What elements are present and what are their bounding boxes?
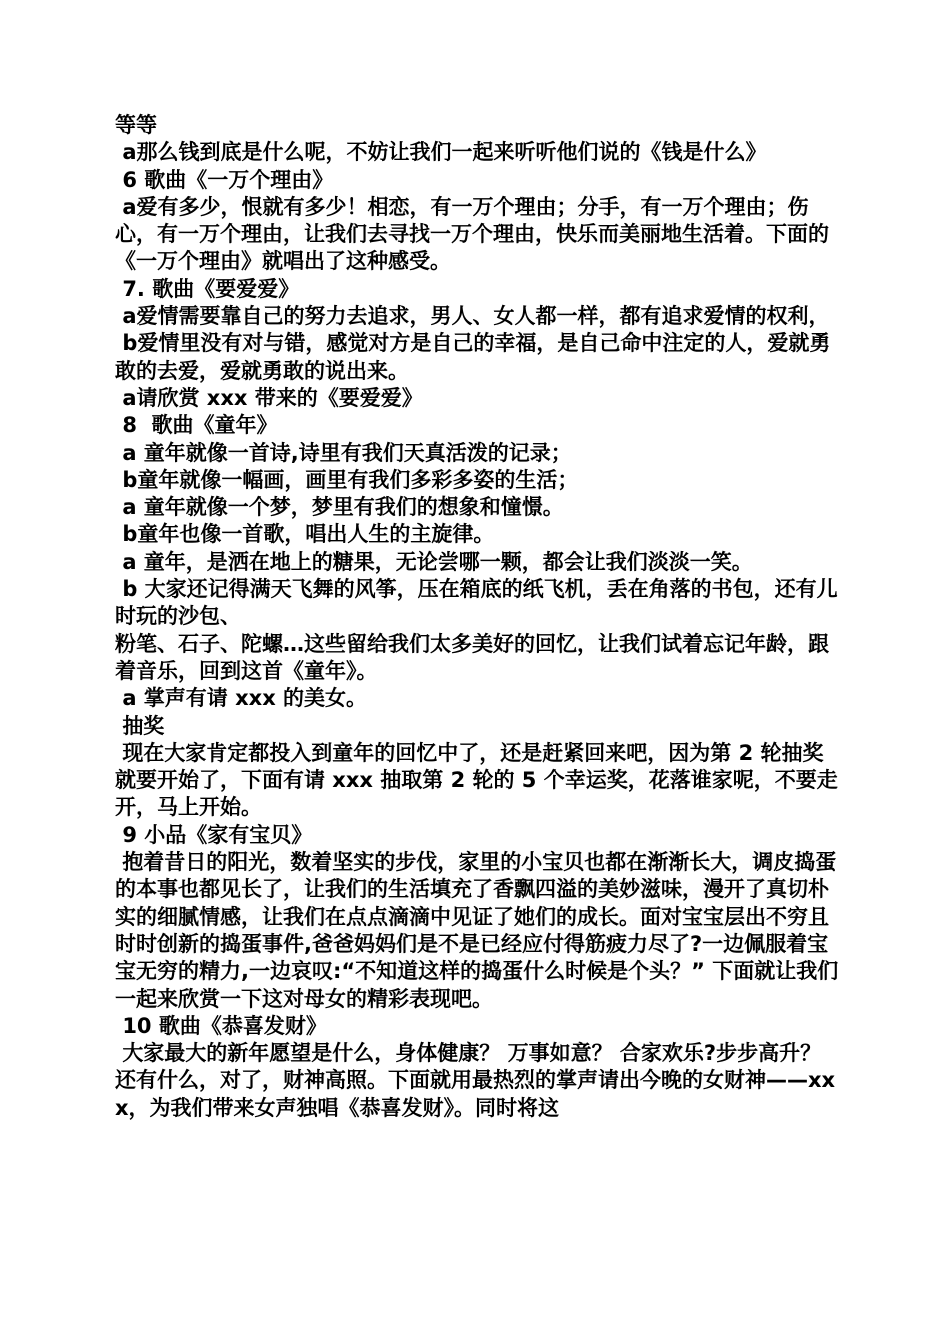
text-line: 大家最大的新年愿望是什么，身体健康？ 万事如意？ 合家欢乐?步步高升？ 还有什么，对了，财神高照。下面就用最热烈的掌声请出今晚的女财神——xxx，为我们带来女声独唱《恭喜发财》。同时将这 xyxy=(115,1041,836,1120)
text-line: a请欣赏 xxx 带来的《要爱爱》 xyxy=(115,385,423,410)
text-line: b爱情里没有对与错，感觉对方是自己的幸福，是自己命中注定的人，爱就勇敢的去爱，爱就勇敢的说出来。 xyxy=(115,331,831,383)
section-heading: 10 歌曲《恭喜发财》 xyxy=(115,1013,327,1038)
text-line: a 掌声有请 xxx 的美女。 xyxy=(115,686,368,711)
section-heading: 抽奖 xyxy=(115,713,165,738)
section-heading: 8 歌曲《童年》 xyxy=(115,413,278,438)
text-line: b 大家还记得满天飞舞的风筝，压在箱底的纸飞机，丢在角落的书包，还有儿时玩的沙包、 xyxy=(115,577,838,629)
text-line: a 童年，是洒在地上的糖果，无论尝哪一颗，都会让我们淡淡一笑。 xyxy=(115,549,753,574)
text-line: a那么钱到底是什么呢，不妨让我们一起来听听他们说的《钱是什么》 xyxy=(115,140,767,165)
text-line: b童年也像一首歌，唱出人生的主旋律。 xyxy=(115,522,495,547)
text-line: 抱着昔日的阳光，数着坚实的步伐，家里的小宝贝也都在渐渐长大，调皮捣蛋的本事也都见长了，让我们的生活填充了香飘四溢的美妙滋味，漫开了真切朴实的细腻情感，让我们在点点滴滴中见证了她们的成长。面对宝宝层出不穷且时时创新的捣蛋事件,爸爸妈妈们是不是已经应付得筋疲力尽了?一边佩服着宝宝无穷的精力,一边哀叹:“不知道这样的捣蛋什么时候是个头？” 下面就让我们一起来欣赏一下这对母女的精彩表现吧。 xyxy=(115,850,839,1011)
text-line: b童年就像一幅画，画里有我们多彩多姿的生活； xyxy=(115,467,579,492)
text-line: 现在大家肯定都投入到童年的回忆中了，还是赶紧回来吧，因为第 2 轮抽奖就要开始了，下面有请 xxx 抽取第 2 轮的 5 个幸运奖，花落谁家呢，不要走开，马上开始。 xyxy=(115,740,838,820)
section-heading: 9 小品《家有宝贝》 xyxy=(115,822,313,847)
text-line: 等等 xyxy=(115,113,157,137)
section-heading: 7. 歌曲《要爱爱》 xyxy=(115,276,300,301)
text-line: a爱有多少，恨就有多少！相恋，有一万个理由；分手，有一万个理由；伤心，有一万个理由，让我们去寻找一万个理由，快乐而美丽地生活着。下面的《一万个理由》就唱出了这种感受。 xyxy=(115,194,829,274)
text-line: 粉笔、石子、陀螺…这些留给我们太多美好的回忆，让我们试着忘记年龄，跟着音乐，回到这首《童年》。 xyxy=(115,631,829,683)
text-line: a爱情需要靠自己的努力去追求，男人、女人都一样，都有追求爱情的权利， xyxy=(115,304,830,329)
document-body xyxy=(115,112,840,1122)
text-line: a 童年就像一个梦，梦里有我们的想象和憧憬。 xyxy=(115,495,564,520)
section-heading: 6 歌曲《一万个理由》 xyxy=(115,167,334,192)
text-line: a 童年就像一首诗,诗里有我们天真活泼的记录； xyxy=(115,440,572,465)
